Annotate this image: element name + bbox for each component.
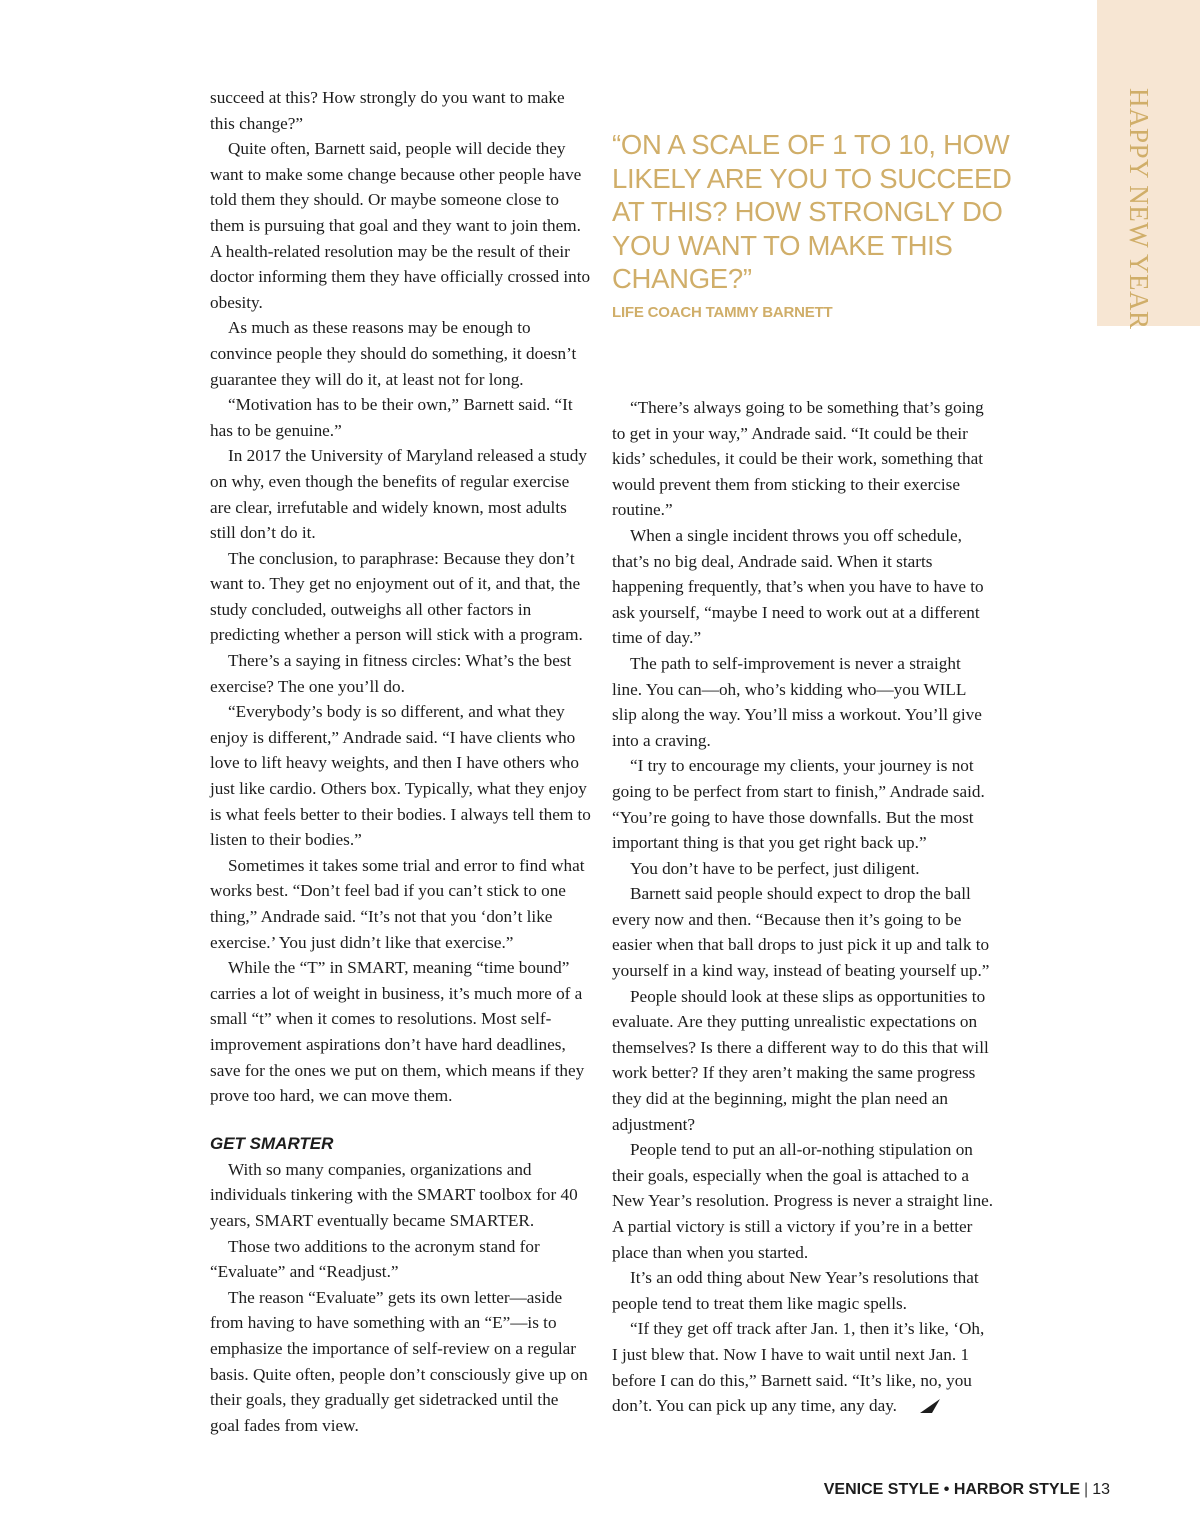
body-paragraph: In 2017 the University of Maryland released a study on why, even though the benefits of regular exercise are clear, irrefutable and widely known, most adults still don’t do it.: [210, 446, 587, 543]
final-paragraph-text: “If they get off track after Jan. 1, then it’s like, ‘Oh, I just blew that. Now I have to wait until next Jan. 1 before I can do this,” Barnett said. “It’s like, no, you don’t. You can pick up any time, any day.: [612, 1319, 985, 1416]
body-paragraph: When a single incident throws you off schedule, that’s no big deal, Andrade said. When it starts happening frequently, that’s when you have to have to ask yourself, “maybe I need to work out at a different time of day.”: [612, 525, 984, 648]
section-subhead: GET SMARTER: [210, 1133, 334, 1153]
body-paragraph: “Everybody’s body is so different, and what they enjoy is different,” Andrade said. “I have clients who love to lift heavy weights, and then I have others who just like cardio. Others box. Typically, what they enjoy is what feels better to their bodies. I always tell them to listen to their bodies.”: [210, 702, 591, 850]
body-paragraph: People tend to put an all-or-nothing stipulation on their goals, especially when the goal is attached to a New Year’s resolution. Progress is never a straight line. A partial victory is still a victory if you’re in a better place than when you started.: [612, 1140, 994, 1262]
section-tab-label: HAPPY NEW YEAR: [1124, 88, 1154, 330]
body-paragraph: While the “T” in SMART, meaning “time bound” carries a lot of weight in business, it’s much more of a small “t” when it comes to resolutions. Most self-improvement aspirations don’t have hard deadlines, save for the ones we put on them, which means if they prove too hard, we can move them.: [210, 958, 585, 1106]
pull-quote: “ON A SCALE OF 1 TO 10, HOW LIKELY ARE YOU TO SUCCEED AT THIS? HOW STRONGLY DO YOU WANT TO MAKE THIS CHANGE?”: [612, 129, 1012, 295]
publication-name: VENICE STYLE • HARBOR STYLE: [823, 1481, 1081, 1498]
body-paragraph: succeed at this? How strongly do you want to make this change?”: [210, 88, 565, 133]
sail-end-mark-icon: [901, 1396, 941, 1422]
right-text-column: [612, 395, 994, 1422]
body-paragraph: There’s a saying in fitness circles: What’s the best exercise? The one you’ll do.: [210, 651, 572, 696]
body-paragraph: The conclusion, to paraphrase: Because they don’t want to. They get no enjoyment out of it, and that, the study concluded, outweighs all other factors in predicting whether a person will stick with a program.: [210, 548, 583, 645]
body-paragraph: You don’t have to be perfect, just diligent.: [630, 858, 920, 878]
left-text-column: [210, 85, 592, 1438]
page-footer: [824, 1478, 1110, 1502]
final-paragraph: [612, 1316, 994, 1421]
body-paragraph: With so many companies, organizations and individuals tinkering with the SMART toolbox for 40 years, SMART eventually became SMARTER.: [210, 1159, 578, 1230]
body-paragraph: Barnett said people should expect to drop the ball every now and then. “Because then it’s going to be easier when that ball drops to just pick it up and talk to yourself in a kind way, instead of beating yourself up.”: [612, 884, 990, 981]
body-paragraph: People should look at these slips as opportunities to evaluate. Are they putting unrealistic expectations on themselves? Is there a different way to do this that will work better? If they aren’t making the same progress they did at the beginning, might the plan need an adjustment?: [612, 986, 989, 1134]
body-paragraph: “There’s always going to be something that’s going to get in your way,” Andrade said. “It could be their kids’ schedules, it could be their work, something that would prevent them from sticking to their exercise routine.”: [612, 398, 984, 520]
body-paragraph: “Motivation has to be their own,” Barnett said. “It has to be genuine.”: [210, 395, 573, 440]
body-paragraph: As much as these reasons may be enough to convince people they should do something, it doesn’t guarantee they will do it, at least not for long.: [210, 318, 577, 389]
pull-quote-credit: LIFE COACH TAMMY BARNETT: [612, 304, 833, 321]
footer-separator: |: [1084, 1481, 1089, 1498]
body-paragraph: Sometimes it takes some trial and error to find what works best. “Don’t feel bad if you can’t stick to one thing,” Andrade said. “It’s not that you ‘don’t like exercise.’ You just didn’t like that exercise.”: [210, 855, 585, 952]
body-paragraph: “I try to encourage my clients, your journey is not going to be perfect from start to finish,” Andrade said. “You’re going to have those downfalls. But the most important thing is that you get right back up.”: [612, 756, 985, 853]
body-paragraph: Those two additions to the acronym stand for “Evaluate” and “Readjust.”: [210, 1236, 540, 1282]
body-paragraph: It’s an odd thing about New Year’s resolutions that people tend to treat them like magic spells.: [612, 1268, 979, 1313]
section-spacer: [210, 1109, 592, 1131]
body-paragraph: The path to self-improvement is never a straight line. You can—oh, who’s kidding who—you WILL slip along the way. You’ll miss a workout. You’ll give into a craving.: [612, 653, 982, 750]
body-paragraph: The reason “Evaluate” gets its own letter—aside from having to have something with an “E”—is to emphasize the importance of self-review on a regular basis. Quite often, people don’t consciously give up on their goals, they gradually get sidetracked until the goal fades from view.: [210, 1287, 588, 1435]
page-number: 13: [1092, 1481, 1110, 1498]
body-paragraph: Quite often, Barnett said, people will decide they want to make some change because other people have told them they should. Or maybe someone close to them is pursuing that goal and they want to join them. A health-related resolution may be the result of their doctor informing them they have officially crossed into obesity.: [210, 139, 591, 312]
